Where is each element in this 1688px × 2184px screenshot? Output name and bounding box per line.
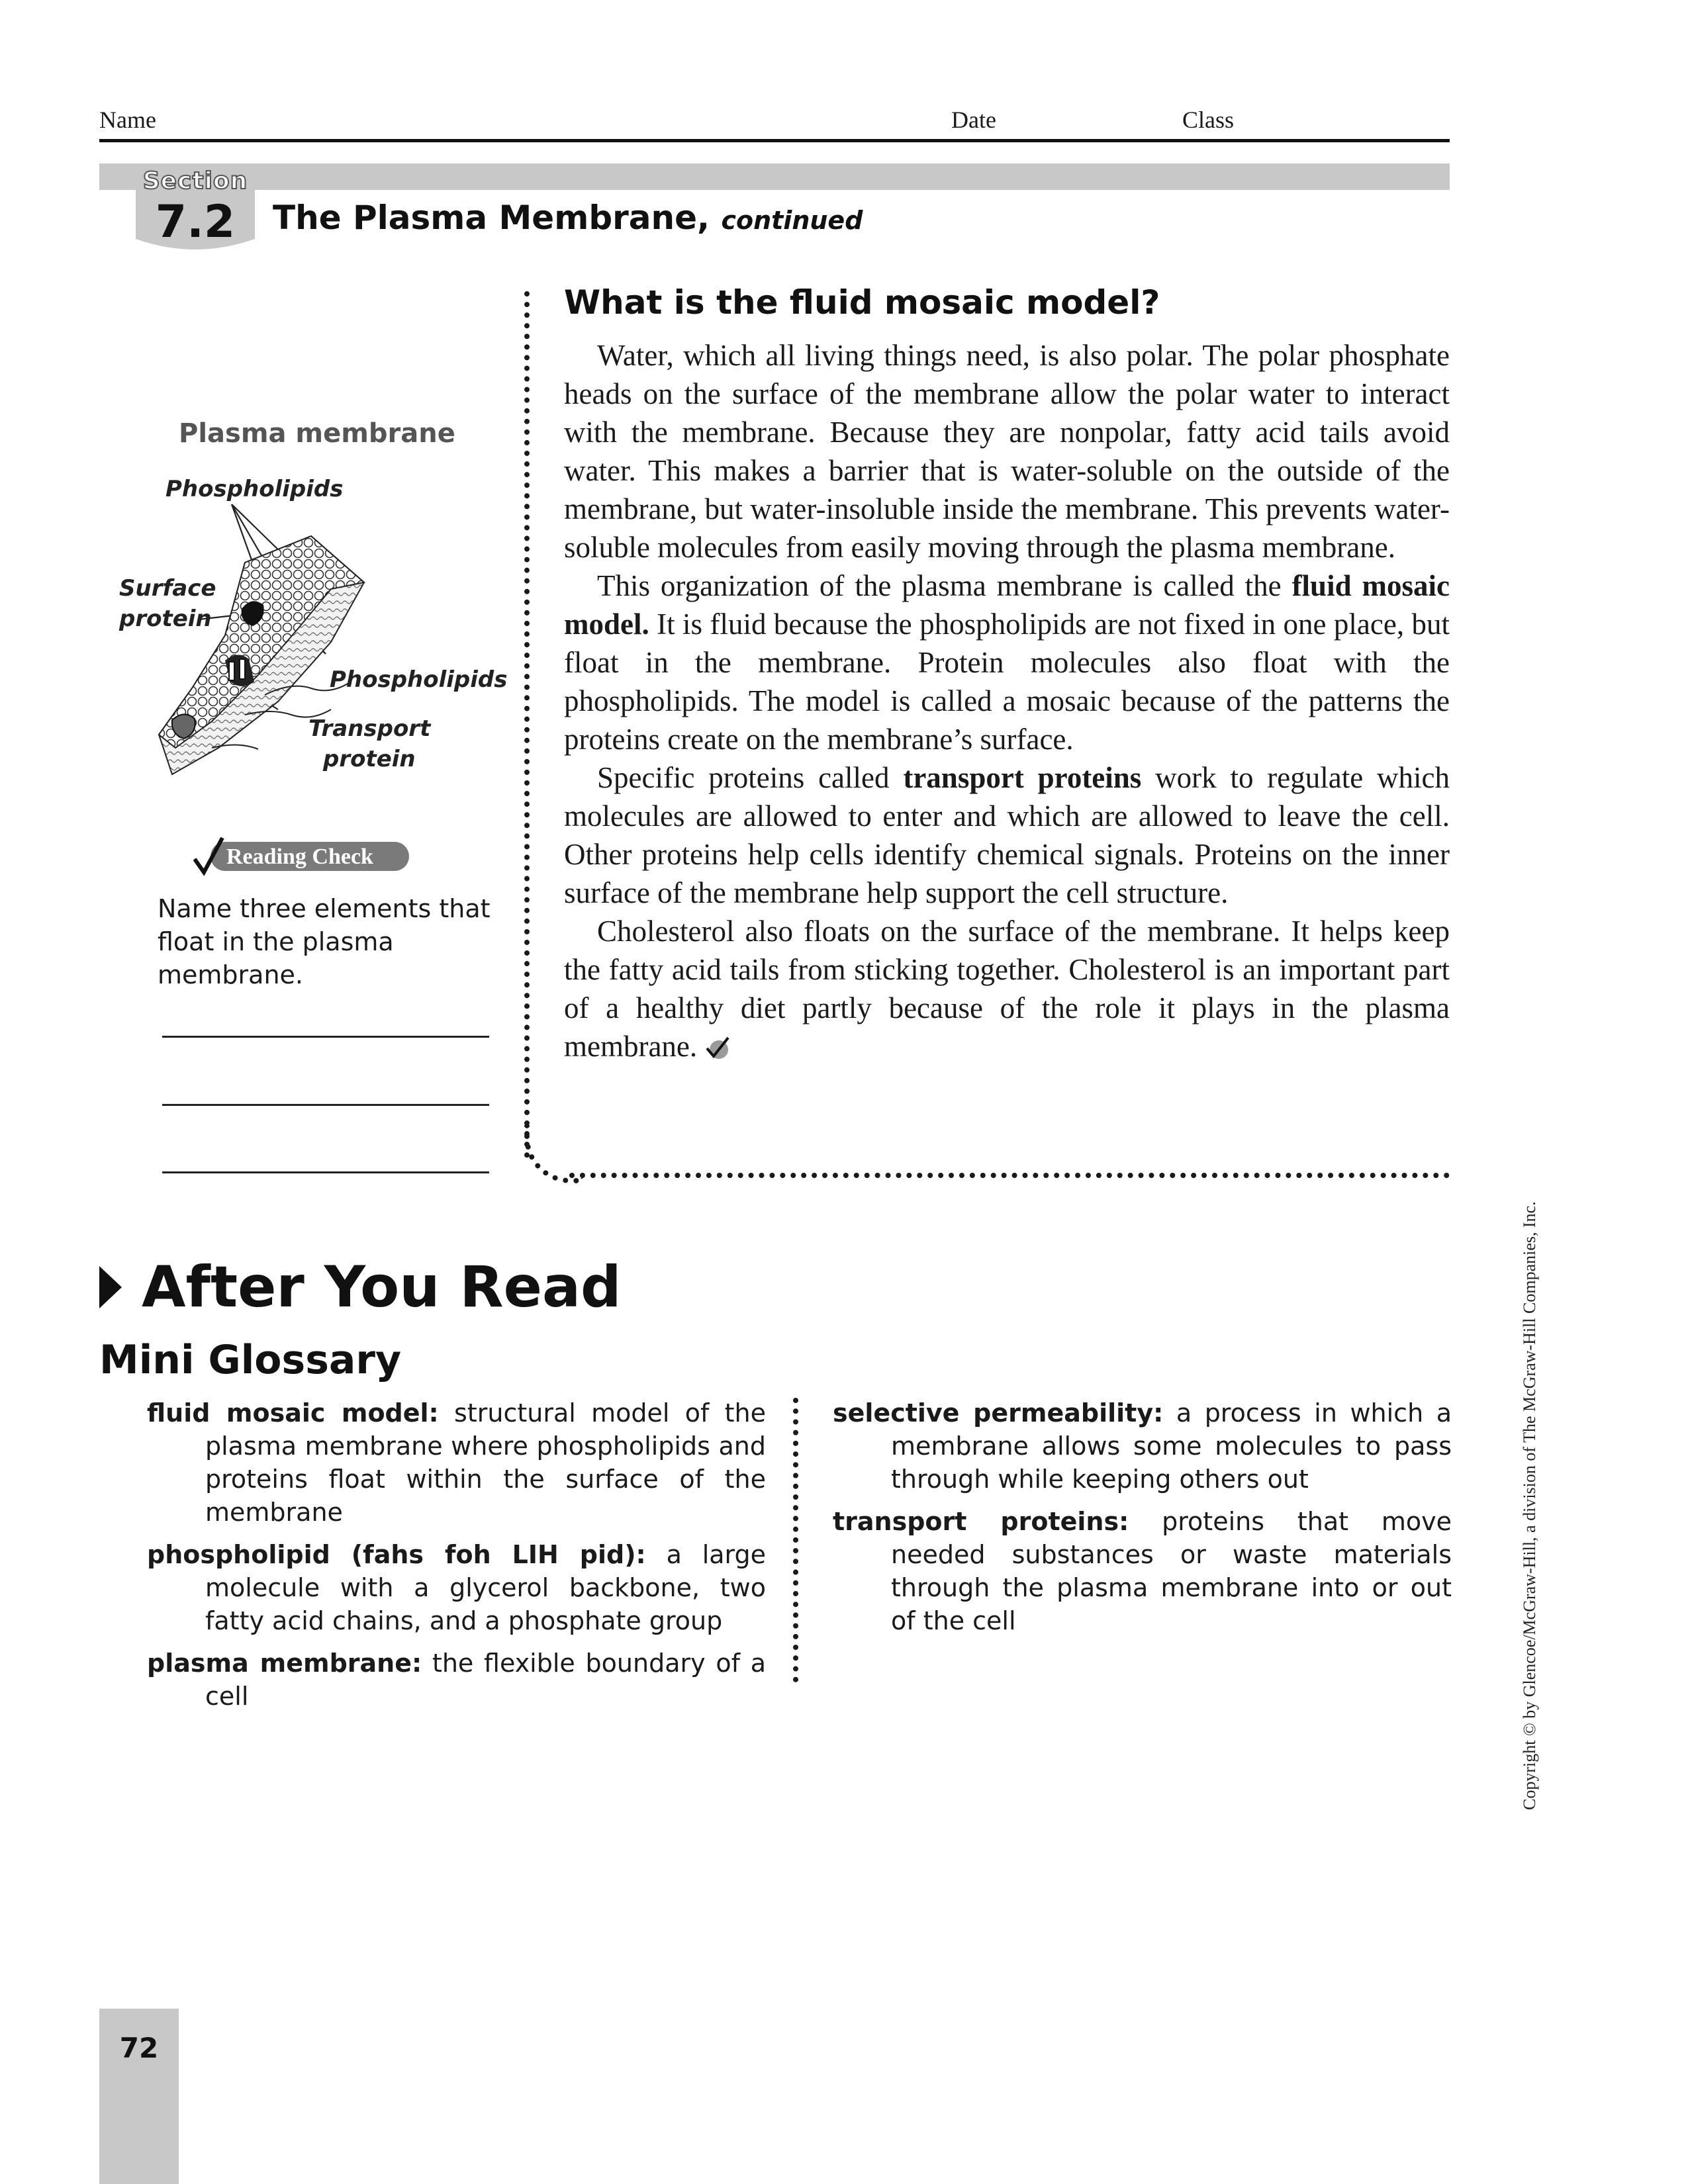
section-title: [273, 199, 863, 237]
section-number: 7.2: [155, 196, 236, 248]
glossary-divider: [793, 1398, 798, 1682]
main-body: [564, 336, 1450, 1066]
header-rule: [99, 139, 1450, 142]
paragraph-polarity: Water, which all living things need, is also polar. The polar phosphate heads on the surface of the membrane allow the polar water to interact with the membrane. Because they are nonpolar, fatty acid tails avoid water. This makes a barrier that is water-soluble on the outside of the membrane, but water-insoluble inside the membrane. This prevents water-soluble molecules from easily moving through the plasma membrane.: [564, 339, 1450, 564]
term-fluid-mosaic-model: fluid mosaic model.: [564, 569, 1450, 641]
p3-text-b: work to regulate which molecules are allowed to enter and which are allowed to leave the cell. Other proteins help cells identify chemical signals. Proteins on the inner surface of the membrane help support the cell structure.: [564, 761, 1450, 909]
paragraph-cholesterol: [564, 912, 1450, 1066]
reading-check-question: Name three elements that float in the plasma membrane.: [158, 894, 491, 989]
reading-check-label: Reading Check: [226, 844, 373, 869]
answer-line-3[interactable]: [162, 1171, 489, 1173]
class-label: Class: [1182, 107, 1235, 133]
glossary-term: phospholipid (fahs foh LIH pid):: [147, 1540, 646, 1569]
glossary-term: transport proteins:: [833, 1507, 1129, 1536]
label-phospholipids-bottom: Phospholipids: [330, 666, 508, 693]
label-transport-protein-line1: Transport: [308, 715, 431, 742]
glossary-entry: [147, 1647, 766, 1713]
section-title-text: The Plasma Membrane,: [273, 199, 710, 237]
copyright-notice: Copyright © by Glencoe/McGraw-Hill, a division of The McGraw-Hill Companies, Inc.: [1520, 1201, 1539, 1810]
after-you-read-text: After You Read: [142, 1254, 622, 1320]
glossary-definition: a large molecule with a glycerol backbone, two fatty acid chains, and a phosphate group: [205, 1540, 766, 1635]
glossary-entry: [147, 1538, 766, 1637]
section-label: Section: [142, 167, 248, 195]
p3-text-a: Specific proteins called: [597, 761, 904, 794]
mini-glossary-heading: Mini Glossary: [99, 1337, 402, 1383]
answer-line-1[interactable]: [162, 1036, 489, 1038]
paragraph-fluid-mosaic: [564, 567, 1450, 758]
name-label: Name: [99, 107, 156, 133]
label-transport-protein-line2: protein: [323, 746, 416, 772]
glossary-entry: [833, 1505, 1452, 1637]
label-phospholipids-top: Phospholipids: [165, 476, 344, 502]
p2-text-b: It is fluid because the phospholipids are not fixed in one place, but float in the membrane. Protein molecules also float with the phospholipids. The model is called a mosaic because of the patterns the proteins create on the membrane’s surface.: [564, 608, 1450, 756]
glossary-column-left: [147, 1396, 766, 1722]
dotted-divider-horizontal: [569, 1173, 1450, 1178]
figure-title: Plasma membrane: [179, 418, 455, 449]
section-bar: [99, 163, 1450, 190]
p4-text: Cholesterol also floats on the surface of the membrane. It helps keep the fatty acid tails from sticking together. Cholesterol is an important part of a healthy diet partly because of the role it plays in the plasma membrane.: [564, 915, 1450, 1063]
glossary-entry: [147, 1396, 766, 1529]
glossary-term: plasma membrane:: [147, 1649, 422, 1678]
glossary-definition: proteins that move needed substances or waste materials through the plasma membrane into or out of the cell: [891, 1507, 1452, 1635]
glossary-definition: structural model of the plasma membrane where phospholipids and proteins float within the surface of the membrane: [205, 1398, 766, 1527]
answer-line-2[interactable]: [162, 1104, 489, 1106]
p2-text-a: This organization of the plasma membrane is called the: [597, 569, 1292, 602]
date-label: Date: [951, 107, 996, 133]
glossary-term: selective permeability:: [833, 1398, 1164, 1428]
term-transport-proteins: transport proteins: [903, 761, 1142, 794]
glossary-column-right: [833, 1396, 1452, 1647]
plasma-membrane-diagram: [113, 463, 508, 807]
section-title-suffix: continued: [721, 206, 863, 235]
glossary-definition: the flexible boundary of a cell: [205, 1649, 767, 1711]
label-surface-protein-line1: Surface: [119, 575, 216, 602]
glossary-definition: a process in which a membrane allows some molecules to pass through while keeping others out: [891, 1398, 1452, 1494]
main-heading: What is the fluid mosaic model?: [564, 283, 1160, 322]
after-you-read-heading: [99, 1254, 622, 1320]
glossary-term: fluid mosaic model:: [147, 1398, 439, 1428]
page-number: 72: [119, 2032, 159, 2064]
glossary-entry: [833, 1396, 1452, 1496]
reading-check-badge: [192, 835, 417, 883]
reading-check-icon: [704, 1035, 731, 1060]
paragraph-transport-proteins: [564, 758, 1450, 912]
label-surface-protein-line2: protein: [119, 606, 212, 632]
triangle-bullet-icon: [99, 1266, 122, 1308]
dotted-divider-vertical: [524, 291, 530, 1158]
